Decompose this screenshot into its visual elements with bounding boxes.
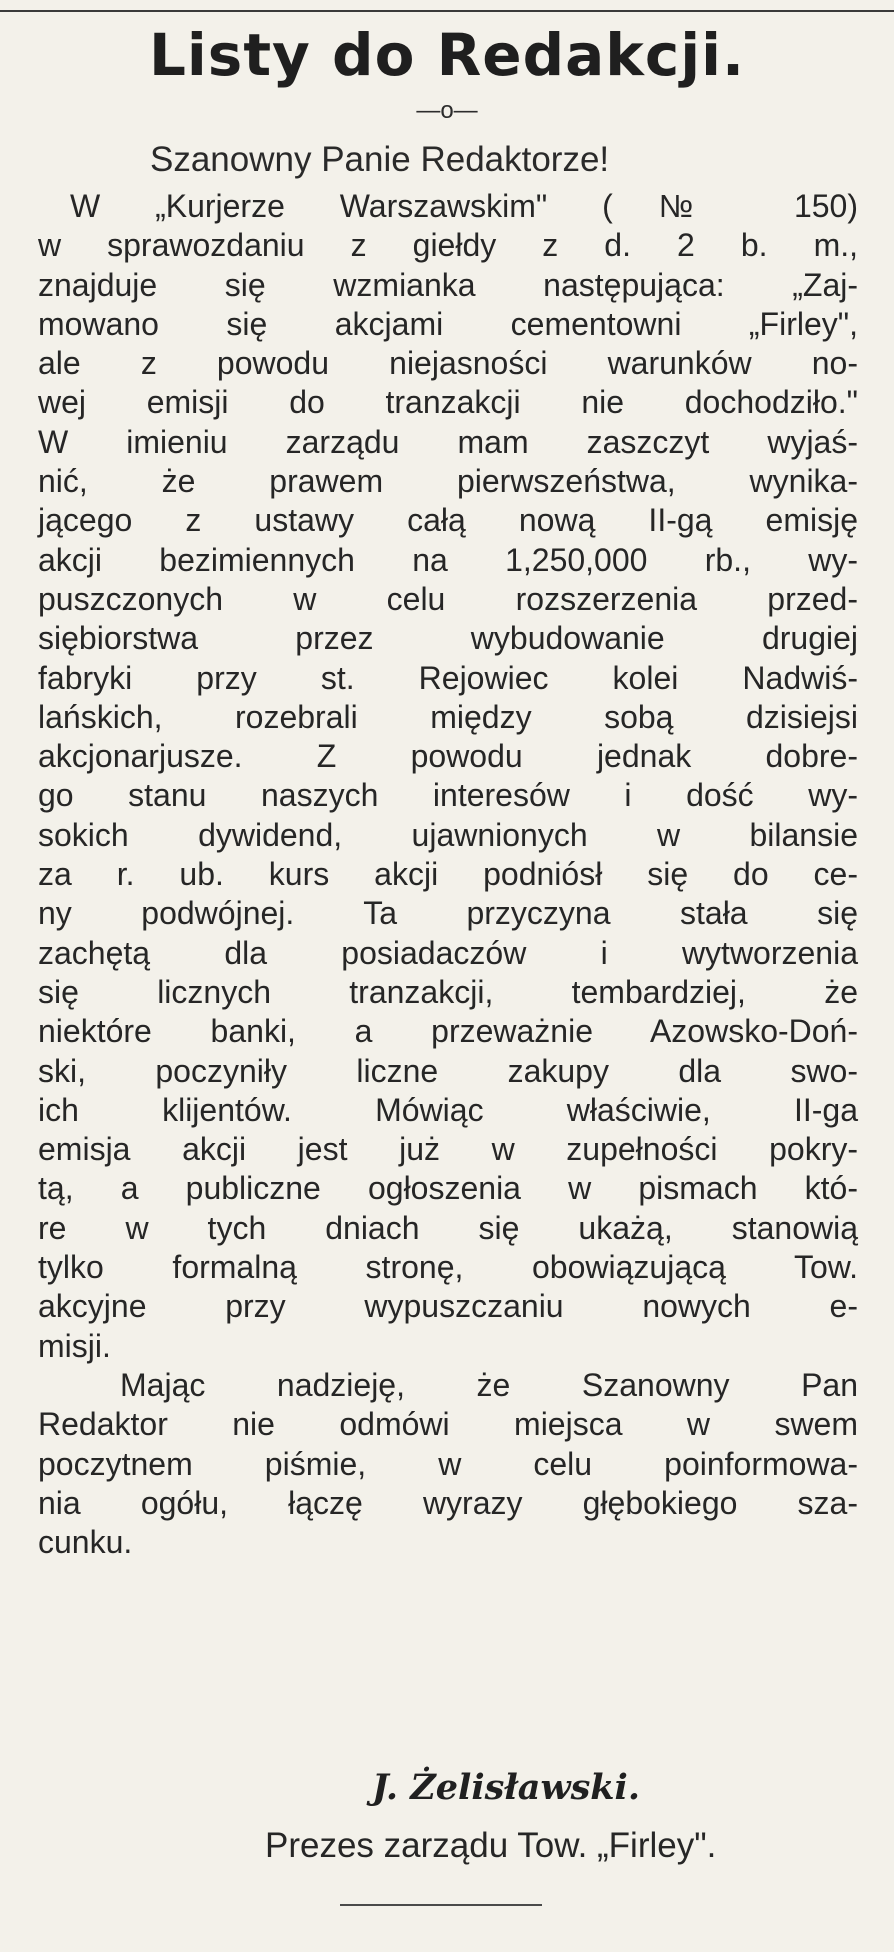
text-line: wej emisji do tranzakcji nie dochodziło." bbox=[38, 384, 858, 421]
text-line: akcji bezimiennych na 1,250,000 rb., wy- bbox=[38, 541, 858, 578]
text-line: siębiorstwa przez wybudowanie drugiej bbox=[38, 620, 858, 657]
text-line: ich klijentów. Mówiąc właściwie, II-ga bbox=[38, 1091, 858, 1128]
text-line: Redaktor nie odmówi miejsca w swem bbox=[38, 1406, 858, 1443]
text-line: fabryki przy st. Rejowiec kolei Nadwiś- bbox=[38, 659, 858, 696]
text-line: akcyjne przy wypuszczaniu nowych e- bbox=[38, 1288, 858, 1325]
text-line: ny podwójnej. Ta przyczyna stała się bbox=[38, 895, 858, 932]
text-line: ski, poczyniły liczne zakupy dla swo- bbox=[38, 1052, 858, 1089]
text-line: zachętą dla posiadaczów i wytworzenia bbox=[38, 934, 858, 971]
ornament-divider: —o— bbox=[416, 97, 478, 124]
text-line: mowano się akcjami cementowni „Firley", bbox=[38, 305, 858, 342]
signature: J. Żelisławski. bbox=[372, 1767, 641, 1808]
text-line: Mając nadzieję, że Szanowny Pan bbox=[120, 1366, 858, 1403]
text-line: ale z powodu niejasności warunków no- bbox=[38, 345, 858, 382]
signer-title: Prezes zarządu Tow. „Firley". bbox=[265, 1826, 717, 1865]
text-line: re w tych dniach się ukażą, stanowią bbox=[38, 1209, 858, 1246]
text-line: lańskich, rozebrali między sobą dzisiejsi bbox=[38, 698, 858, 735]
text-line: go stanu naszych interesów i dość wy- bbox=[38, 777, 858, 814]
text-line: cunku. bbox=[38, 1524, 133, 1561]
text-line: jącego z ustawy całą nową II-gą emisję bbox=[38, 502, 858, 539]
text-line: tylko formalną stronę, obowiązującą Tow. bbox=[38, 1249, 858, 1286]
text-line: poczytnem piśmie, w celu poinformowa- bbox=[38, 1445, 858, 1482]
top-rule bbox=[0, 10, 894, 12]
text-line: akcjonarjusze. Z powodu jednak dobre- bbox=[38, 738, 858, 775]
text-line: niektóre banki, a przeważnie Azowsko-Doń- bbox=[38, 1013, 858, 1050]
text-line: puszczonych w celu rozszerzenia przed- bbox=[38, 580, 858, 617]
text-line: sokich dywidend, ujawnionych w bilansie bbox=[38, 816, 858, 853]
salutation: Szanowny Panie Redaktorze! bbox=[150, 140, 610, 179]
letter-body bbox=[38, 187, 858, 1562]
text-line: tą, a publiczne ogłoszenia w pismach któ- bbox=[38, 1170, 858, 1207]
text-line: za r. ub. kurs akcji podniósł się do ce- bbox=[38, 856, 858, 893]
text-line: w sprawozdaniu z giełdy z d. 2 b. m., bbox=[38, 227, 858, 264]
text-line: misji. bbox=[38, 1327, 111, 1364]
text-line: W imieniu zarządu mam zaszczyt wyjaś- bbox=[38, 423, 858, 460]
text-line: znajduje się wzmianka następująca: „Zaj- bbox=[38, 266, 858, 303]
text-line: się licznych tranzakcji, tembardziej, że bbox=[38, 973, 858, 1010]
text-line: W „Kurjerze Warszawskim" (№ 150) bbox=[70, 188, 858, 224]
text-line: nia ogółu, łączę wyrazy głębokiego sza- bbox=[38, 1484, 858, 1521]
text-line: nić, że prawem pierwszeństwa, wynika- bbox=[38, 463, 858, 500]
headline: Listy do Redakcji. bbox=[148, 21, 746, 89]
text-line: emisja akcji jest już w zupełności pokry- bbox=[38, 1131, 858, 1168]
bottom-rule bbox=[340, 1904, 542, 1906]
